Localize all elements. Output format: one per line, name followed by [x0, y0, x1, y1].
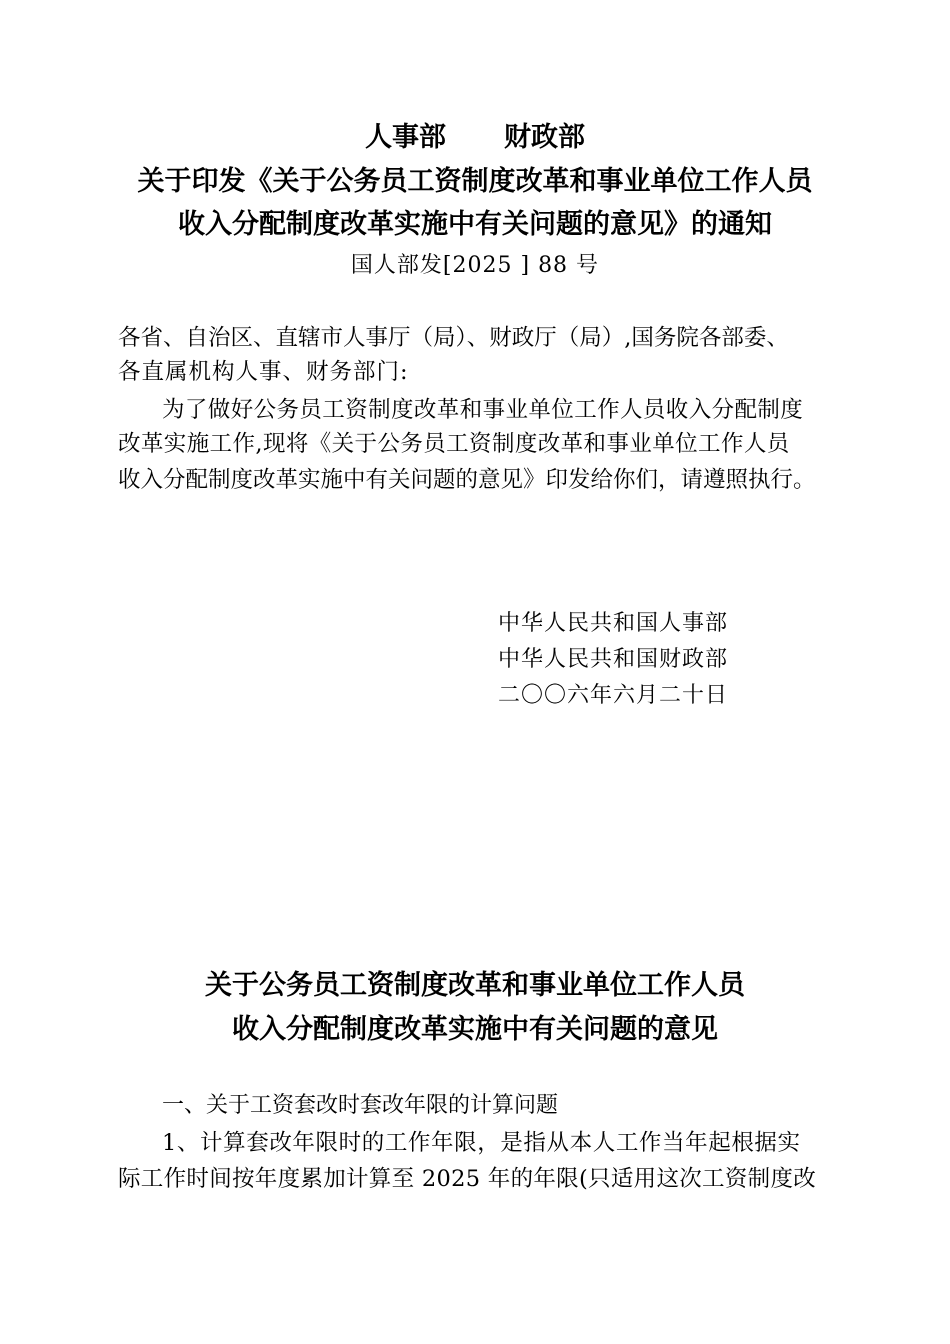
- recipients-line-2: 各直属机构人事、财务部门:: [118, 359, 409, 385]
- body-line-2: 改革实施工作,现将《关于公务员工资制度改革和事业单位工作人员: [118, 431, 790, 457]
- notice-title-line-2: 收入分配制度改革实施中有关问题的意见》的通知: [178, 209, 772, 240]
- signatory-finance: 中华人民共和国财政部: [498, 647, 729, 672]
- opinion-title-line-1: 关于公务员工资制度改革和事业单位工作人员: [205, 970, 745, 1001]
- recipients-line-1: 各省、自治区、直辖市人事厅（局）、财政厅（局）,国务院各部委、: [118, 325, 789, 351]
- signatory-personnel: 中华人民共和国人事部: [498, 611, 729, 636]
- issuer-ministry-personnel: 人事部: [365, 122, 446, 153]
- document-number: 国人部发[2025 ] 88 号: [350, 253, 600, 278]
- notice-title-line-1: 关于印发《关于公务员工资制度改革和事业单位工作人员: [137, 166, 813, 197]
- issuer-heading: [0, 118, 950, 158]
- body-line-3: 收入分配制度改革实施中有关问题的意见》印发给你们，请遵照执行。: [118, 467, 816, 493]
- body-line-1: 为了做好公务员工资制度改革和事业单位工作人员收入分配制度: [162, 397, 804, 423]
- opinion-title-line-2: 收入分配制度改革实施中有关问题的意见: [232, 1014, 718, 1045]
- para-1-line-2: 际工作时间按年度累加计算至 2025 年的年限(只适用这次工资制度改: [118, 1166, 817, 1192]
- issuer-ministry-finance: 财政部: [504, 122, 585, 153]
- issue-date: 二〇〇六年六月二十日: [498, 683, 729, 708]
- section-1-heading: 一、关于工资套改时套改年限的计算问题: [162, 1093, 559, 1118]
- para-1-line-1: 1、计算套改年限时的工作年限，是指从本人工作当年起根据实: [162, 1130, 801, 1156]
